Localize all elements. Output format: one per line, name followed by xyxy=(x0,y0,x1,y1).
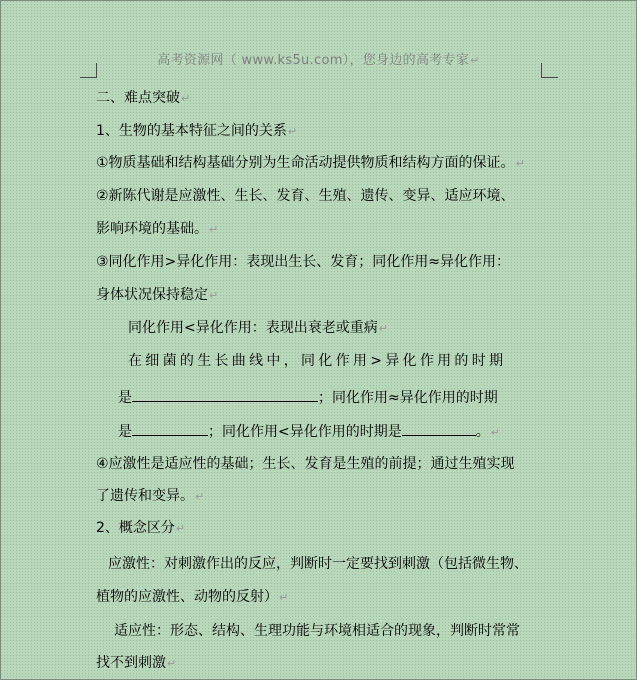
section-heading: 二、难点突破↵ xyxy=(96,90,191,106)
crop-mark-top-right-icon xyxy=(541,63,558,78)
header-text: 高考资源网（ www.ks5u.com），您身边的高考专家 xyxy=(157,53,470,68)
text-line: 植物的应激性、动物的反射）↵ xyxy=(96,589,289,605)
paragraph-mark-icon: ↵ xyxy=(209,289,219,302)
paragraph-mark-icon: ↵ xyxy=(279,591,289,604)
text-line: 了遗传和变异。↵ xyxy=(96,488,205,504)
fill-in-line: 是 ；同化作用<异化作用的时期是 。↵ xyxy=(118,420,500,443)
text-line: 影响环境的基础。↵ xyxy=(96,221,219,237)
paragraph-mark-icon: ↵ xyxy=(470,54,480,67)
paragraph-mark-icon: ↵ xyxy=(515,157,525,170)
paragraph-mark-icon: ↵ xyxy=(195,490,205,503)
text-line: ③同化作用>异化作用：表现出生长、发育；同化作用≈异化作用： xyxy=(96,254,511,270)
paragraph-mark-icon: ↵ xyxy=(378,322,388,335)
paragraph-mark-icon: ↵ xyxy=(287,125,298,138)
text-line: 在细菌的生长曲线中，同化作用>异化作用的时期 xyxy=(128,353,507,369)
paragraph-mark-icon: ↵ xyxy=(490,426,500,439)
subheading-1: 1、生物的基本特征之间的关系↵ xyxy=(96,123,298,139)
fill-in-line: 是 ；同化作用≈异化作用的时期 xyxy=(118,386,498,408)
text-line: 身体状况保持稳定↵ xyxy=(96,287,219,303)
answer-blank[interactable] xyxy=(132,386,318,402)
text-line: ④应激性是适应性的基础；生长、发育是生殖的前提；通过生殖实现 xyxy=(96,456,515,472)
subheading-2: 2、概念区分↵ xyxy=(96,520,186,536)
text-line: ①物质基础和结构基础分别为生命活动提供物质和结构方面的保证。↵ xyxy=(96,155,525,171)
paragraph-mark-icon: ↵ xyxy=(175,522,186,535)
text-line: 找不到刺激↵ xyxy=(96,655,177,671)
text-line: 同化作用<异化作用：表现出衰老或重病↵ xyxy=(128,320,388,336)
paragraph-mark-icon: ↵ xyxy=(209,223,219,236)
answer-blank[interactable] xyxy=(402,420,476,436)
text-line: ②新陈代谢是应激性、生长、发育、生殖、遗传、变异、适应环境、 xyxy=(96,188,515,204)
text-line: 应激性：对刺激作出的反应，判断时一定要找到刺激（包括微生物、 xyxy=(108,556,528,572)
paragraph-mark-icon: ↵ xyxy=(181,92,191,105)
text-line: 适应性：形态、结构、生理功能与环境相适合的现象，判断时常常 xyxy=(114,623,520,639)
paragraph-mark-icon: ↵ xyxy=(167,657,177,670)
answer-blank[interactable] xyxy=(132,420,208,436)
crop-mark-top-left-icon xyxy=(80,63,97,78)
